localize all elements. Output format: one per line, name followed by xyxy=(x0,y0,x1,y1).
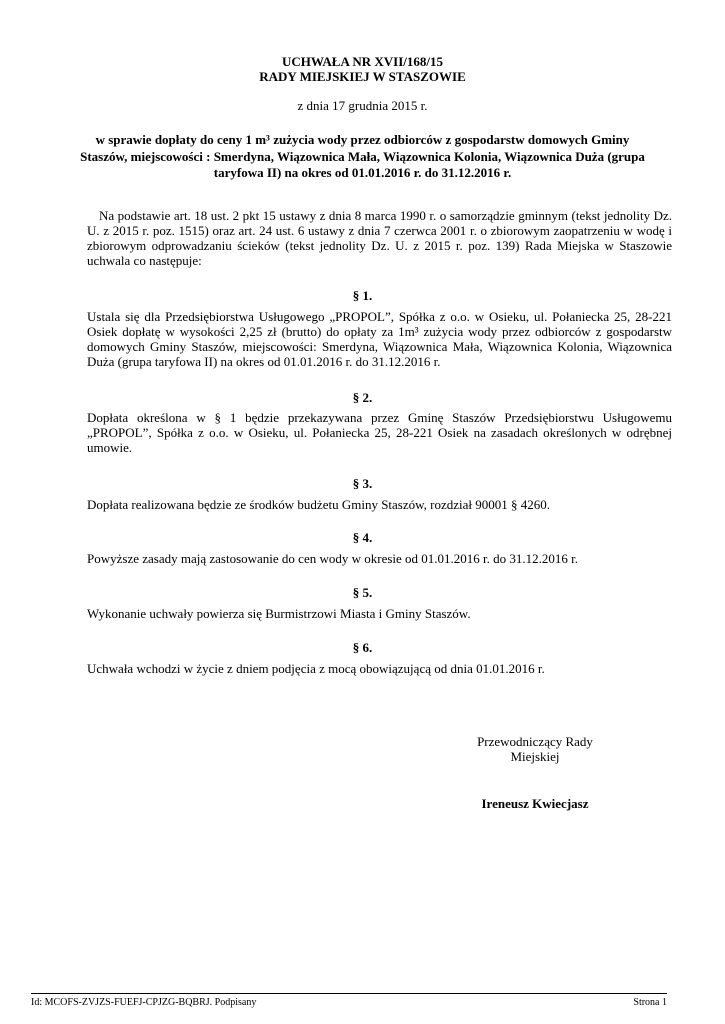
subject-line-3: taryfowa II) na okres od 01.01.2016 r. do 31.12.2016 r. xyxy=(213,165,512,180)
section-heading: § 2. xyxy=(352,390,373,405)
preamble: Na podstawie art. 18 ust. 2 pkt 15 ustawy z dnia 8 marca 1990 r. o samorządzie gminnym (tekst jednolity Dz. U. z 2015 r. poz. 1515) oraz art. 24 ust. 6 ustawy z dnia 7 czerwca 2001 r. o zbiorowym zaopatrzeniu w wodę i zbiorowym odprowadzaniu ścieków (tekst jednolity Dz. U. z 2015 r. poz. 139) Rada Miejska w Staszowie uchwala co następuje: xyxy=(87,208,672,268)
section-heading: § 1. xyxy=(352,288,373,303)
subject-line-1: w sprawie dopłaty do ceny 1 m³ zużycia wody przez odbiorców z gospodarstw domowych Gminy xyxy=(95,132,630,147)
subject-line-2: Staszów, miejscowości : Smerdyna, Wiązownica Mała, Wiązownica Kolonia, Wiązownica Duża (grupa xyxy=(80,149,645,164)
resolution-date: z dnia 17 grudnia 2015 r. xyxy=(297,98,428,113)
footer-divider xyxy=(31,993,667,994)
section-text: Uchwała wchodzi w życie z dniem podjęcia z mocą obowiązującą od dnia 01.01.2016 r. xyxy=(87,661,545,676)
signatory-role-line-1: Przewodniczący Rady xyxy=(477,734,593,749)
document-id: Id: MCOFS-ZVJZS-FUEFJ-CPJZG-BQBRJ. Podpisany xyxy=(31,997,257,1008)
section-heading: § 4. xyxy=(352,530,373,545)
section-heading: § 3. xyxy=(352,476,373,491)
resolution-number: UCHWAŁA NR XVII/168/15 xyxy=(281,54,444,69)
page-number: Strona 1 xyxy=(633,997,667,1008)
section-text: Dopłata realizowana będzie ze środków budżetu Gminy Staszów, rozdział 90001 § 4260. xyxy=(87,497,551,512)
signatory-name: Ireneusz Kwiecjasz xyxy=(481,796,589,811)
council-name: RADY MIEJSKIEJ W STASZOWIE xyxy=(259,69,466,84)
section-text: Wykonanie uchwały powierza się Burmistrzowi Miasta i Gminy Staszów. xyxy=(87,606,471,621)
signatory-role-line-2: Miejskiej xyxy=(510,749,560,764)
section-text: Powyższe zasady mają zastosowanie do cen wody w okresie od 01.01.2016 r. do 31.12.2016 r. xyxy=(87,551,579,566)
section-heading: § 5. xyxy=(352,585,373,600)
section-heading: § 6. xyxy=(352,640,373,655)
section-text: Ustala się dla Przedsiębiorstwa Usługowego „PROPOL”, Spółka z o.o. w Osieku, ul. Połaniecka 25, 28-221 Osiek dopłatę w wysokości 2,25 zł (brutto) do opłaty za 1m³ zużycia wody przez odbiorców z gospodarstw domowych Gminy Staszów, miejscowości: Smerdyna, Wiązownica Mała, Wiązownica Kolonia, Wiązownica Duża (grupa taryfowa II) na okres od 01.01.2016 r. do 31.12.2016 r. xyxy=(87,309,672,369)
section-text: Dopłata określona w § 1 będzie przekazywana przez Gminę Staszów Przedsiębiorstwu Usługowemu „PROPOL”, Spółka z o.o. w Osieku, ul. Połaniecka 25, 28-221 Osiek na zasadach określonych w odrębnej umowie. xyxy=(87,410,672,455)
